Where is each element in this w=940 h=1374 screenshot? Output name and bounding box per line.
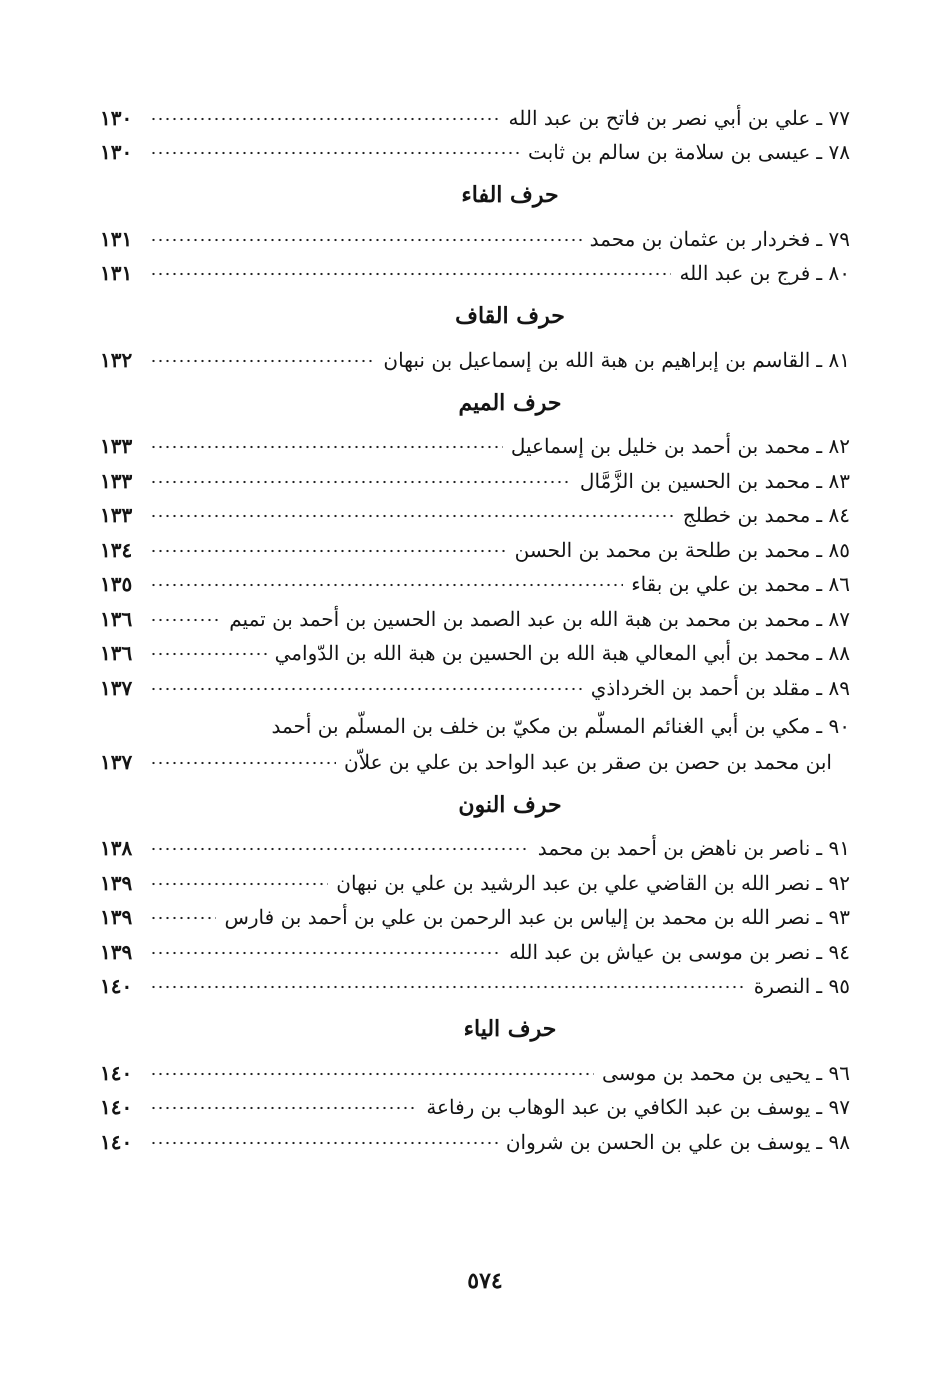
dot-leader	[150, 545, 507, 557]
entry-page: ١٣٩	[100, 870, 133, 895]
entry-page: ١٣٠	[100, 105, 133, 130]
entry-page: ١٤٠	[100, 1095, 133, 1119]
entry-name: فرج بن عبد الله	[679, 261, 811, 285]
entry-page: ١٤٠	[100, 1129, 133, 1154]
entry-name-continuation: ابن محمد بن حصن بن صقر بن عبد الواحد بن علي بن علاّن	[344, 749, 832, 774]
entry-name: يوسف بن علي بن الحسن بن شروان	[505, 1129, 811, 1154]
entry-page: ١٣٨	[100, 836, 133, 860]
dot-leader	[150, 1102, 418, 1114]
dot-leader	[150, 947, 501, 959]
toc-entry-87	[100, 601, 850, 636]
toc-entry-94	[100, 934, 850, 969]
toc-entry-93	[100, 900, 850, 935]
dot-leader	[150, 234, 582, 246]
entry-name: نصر الله بن القاضي علي بن عبد الرشيد بن علي بن نبهان	[336, 870, 811, 895]
toc-entry-78	[100, 135, 850, 170]
entry-number: ٧٧ ـ	[816, 105, 850, 130]
toc-entry-79	[100, 221, 850, 256]
toc-entry-96	[100, 1055, 850, 1090]
toc-entry-95	[100, 969, 850, 1004]
dot-leader	[150, 113, 501, 125]
toc-entry-89	[100, 670, 850, 705]
entry-page: ١٣٤	[100, 537, 133, 562]
table-of-contents	[100, 100, 850, 1159]
toc-entry-82	[100, 429, 850, 464]
entry-number: ٨٥ ـ	[816, 537, 850, 562]
entry-page: ١٣٥	[100, 572, 133, 596]
entry-name: مكي بن أبي الغنائم المسلّم بن مكيّ بن خلف بن المسلّم بن أحمد	[271, 713, 811, 738]
entry-name: عيسى بن سلامة بن سالم بن ثابت	[528, 140, 811, 164]
entry-page: ١٣٣	[100, 468, 133, 493]
dot-leader	[150, 268, 671, 280]
entry-name: فخردار بن عثمان بن محمد	[589, 226, 811, 251]
section-heading-qaf: حرف القاف	[455, 303, 565, 329]
entry-page: ١٣٣	[100, 434, 133, 458]
toc-entry-90-continuation	[100, 743, 850, 779]
entry-name: يحيى بن محمد بن موسى	[601, 1060, 811, 1085]
entry-number: ٨٣ ـ	[816, 468, 850, 493]
entry-number: ٩٤ ـ	[816, 939, 850, 964]
toc-entry-90	[100, 705, 850, 743]
entry-name: محمد بن محمد بن هبة الله بن عبد الصمد بن الحسين بن أحمد بن تميم	[229, 606, 811, 631]
entry-number: ٩٧ ـ	[816, 1095, 850, 1119]
entry-number: ٩٥ ـ	[816, 974, 850, 998]
entry-number: ٨١ ـ	[816, 347, 850, 372]
entry-name: نصر بن موسى بن عياش بن عبد الله	[509, 939, 811, 964]
entry-page: ١٣٠	[100, 140, 133, 164]
entry-number: ٨٨ ـ	[816, 641, 850, 665]
toc-entry-98	[100, 1124, 850, 1159]
toc-entry-85	[100, 532, 850, 567]
entry-number: ٧٨ ـ	[816, 140, 850, 164]
entry-number: ٩٦ ـ	[816, 1060, 850, 1085]
entry-page: ١٣٦	[100, 641, 133, 665]
toc-entry-81	[100, 342, 850, 377]
dot-leader	[150, 1068, 594, 1080]
dot-leader	[150, 912, 216, 924]
dot-leader	[150, 648, 267, 660]
dot-leader	[150, 1137, 498, 1149]
dot-leader	[150, 878, 328, 890]
toc-entry-92	[100, 865, 850, 900]
entry-page: ١٣٩	[100, 939, 133, 964]
entry-number: ٩٢ ـ	[816, 870, 850, 895]
entry-name: محمد بن خطلج	[682, 503, 811, 527]
dot-leader	[150, 579, 623, 591]
entry-name: محمد بن أبي المعالي هبة الله بن الحسين بن هبة الله بن الدّوامي	[274, 641, 811, 665]
entry-name: محمد بن الحسين بن الزَّمَّال	[579, 468, 811, 493]
toc-entry-97	[100, 1090, 850, 1125]
entry-number: ٨٧ ـ	[816, 606, 850, 631]
entry-number: ٨٩ ـ	[816, 675, 850, 700]
toc-entry-83	[100, 463, 850, 498]
dot-leader	[150, 441, 503, 453]
entry-number: ٨٢ ـ	[816, 434, 850, 458]
entry-page: ١٣٧	[100, 749, 133, 774]
entry-number: ٩٠ ـ	[816, 713, 850, 738]
toc-entry-80	[100, 256, 850, 291]
entry-page: ١٣١	[100, 261, 133, 285]
dot-leader	[150, 981, 746, 993]
entry-page: ١٤٠	[100, 1060, 133, 1085]
entry-name: النصرة	[753, 974, 811, 998]
entry-name: القاسم بن إبراهيم بن هبة الله بن إسماعيل بن نبهان	[383, 347, 811, 372]
entry-name: يوسف بن عبد الكافي بن عبد الوهاب بن رفاعة	[426, 1095, 811, 1119]
entry-name: علي بن أبي نصر بن فاتح بن عبد الله	[508, 105, 811, 130]
toc-entry-91	[100, 831, 850, 866]
entry-name: ناصر بن ناهض بن أحمد بن محمد	[537, 836, 811, 860]
entry-name: محمد بن طلحة بن محمد بن الحسن	[514, 537, 811, 562]
dot-leader	[150, 510, 675, 522]
entry-name: نصر الله بن محمد بن إلياس بن عبد الرحمن بن علي بن أحمد بن فارس	[224, 905, 811, 929]
entry-number: ٩٨ ـ	[816, 1129, 850, 1154]
entry-page: ١٤٠	[100, 974, 133, 998]
toc-entry-86	[100, 567, 850, 602]
dot-leader	[150, 147, 520, 159]
entry-name: محمد بن علي بن بقاء	[631, 572, 811, 596]
section-heading-meem: حرف الميم	[458, 389, 562, 416]
dot-leader	[150, 843, 530, 855]
dot-leader	[150, 757, 336, 769]
entry-page: ١٣١	[100, 226, 133, 251]
section-heading-noon: حرف النون	[458, 791, 562, 818]
section-heading-faa: حرف الفاء	[461, 182, 559, 208]
entry-page: ١٣٩	[100, 905, 133, 929]
entry-number: ٨٦ ـ	[816, 572, 850, 596]
dot-leader	[150, 476, 572, 488]
entry-page: ١٣٢	[100, 347, 133, 372]
toc-entry-84	[100, 498, 850, 533]
entry-name: مقلد بن أحمد بن الخرداذي	[590, 675, 811, 700]
entry-number: ٨٤ ـ	[816, 503, 850, 527]
page-number: ٥٧٤	[467, 1268, 503, 1294]
entry-number: ٩١ ـ	[816, 836, 850, 860]
entry-number: ٧٩ ـ	[816, 226, 850, 251]
entry-page: ١٣٦	[100, 606, 133, 631]
dot-leader	[150, 614, 221, 626]
dot-leader	[150, 683, 583, 695]
entry-page: ١٣٧	[100, 675, 133, 700]
section-heading-yaa: حرف الياء	[463, 1016, 557, 1042]
entry-page: ١٣٣	[100, 503, 133, 527]
entry-number: ٨٠ ـ	[816, 261, 850, 285]
toc-entry-88	[100, 636, 850, 671]
entry-name: محمد بن أحمد بن خليل بن إسماعيل	[510, 434, 811, 458]
toc-entry-77	[100, 100, 850, 135]
dot-leader	[150, 355, 375, 367]
entry-number: ٩٣ ـ	[816, 905, 850, 929]
